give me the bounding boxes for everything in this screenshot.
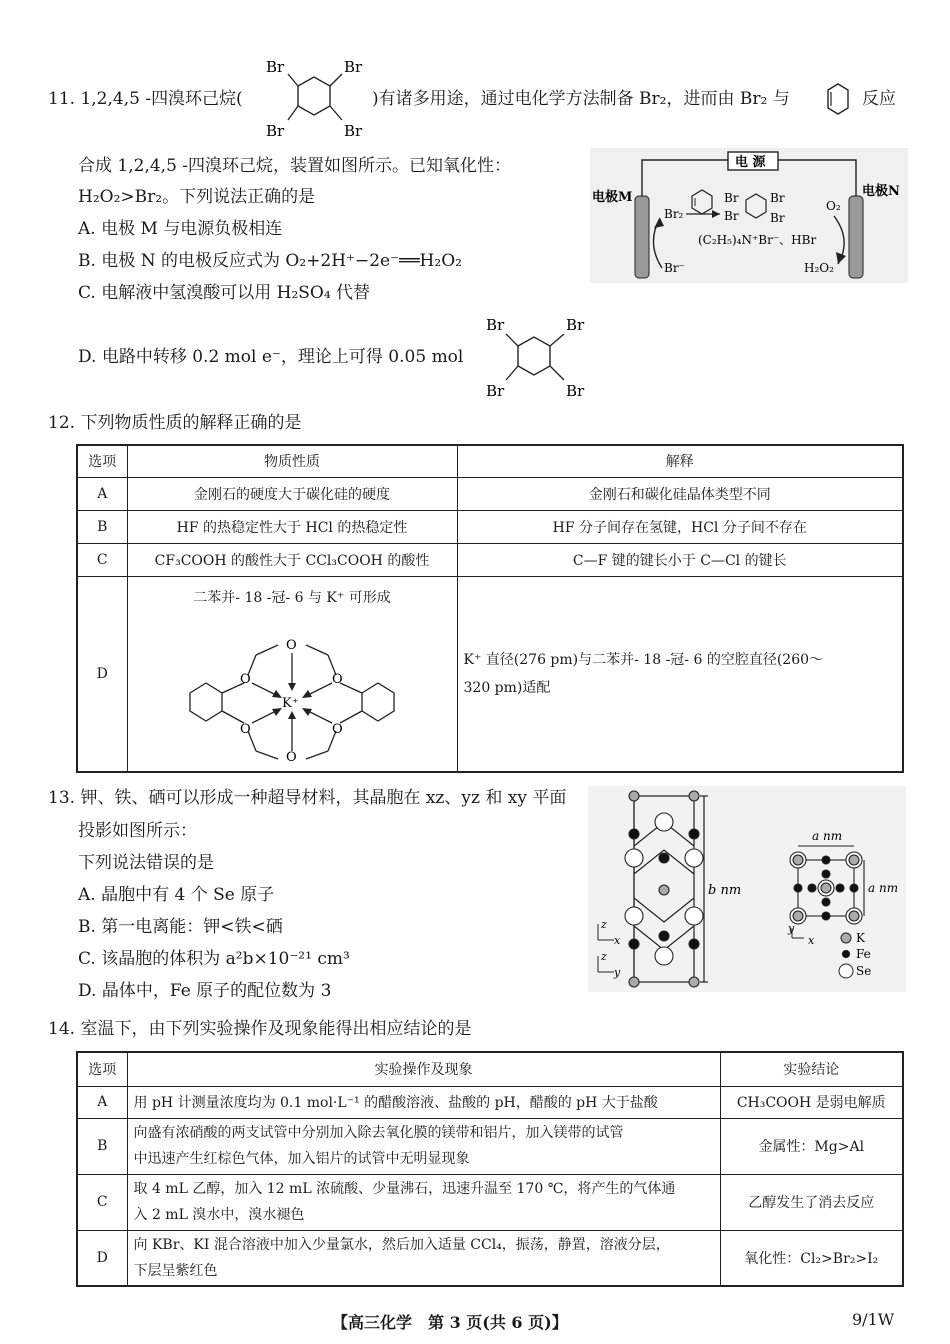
svg-text:Fe: Fe [856, 947, 871, 961]
table-header: 选项 [77, 445, 127, 477]
svg-text:O: O [332, 721, 343, 737]
q13-option-a: A. 晶胞中有 4 个 Se 原子 [78, 885, 275, 905]
br-label: Br [266, 122, 285, 140]
table-header: 实验结论 [720, 1052, 903, 1086]
br-label: Br [486, 316, 505, 334]
crown-ether-k-complex [172, 613, 412, 763]
br-label: Br [266, 58, 285, 76]
table-row: C CF₃COOH 的酸性大于 CCl₃COOH 的酸性 C—F 键的键长小于 C—Cl 的键长 [77, 543, 903, 576]
table-row: A 金刚石的硬度大于碳化硅的硬度 金刚石和碳化硅晶体类型不同 [77, 477, 903, 510]
electrode-n [849, 196, 863, 278]
table-row: C 取 4 mL 乙醇，加入 12 mL 浓硫酸、少量沸石，迅速升温至 170 ℃，将产生的气体通 入 2 mL 溴水中，溴水褪色 乙醇发生了消去反应 [77, 1174, 903, 1230]
q11-option-a: A. 电极 M 与电源负极相连 [78, 219, 283, 239]
table-header: 选项 [77, 1052, 127, 1086]
q11-stem-line3: H₂O₂>Br₂。下列说法正确的是 [78, 187, 316, 207]
q13-stem-3: 下列说法错误的是 [78, 853, 214, 873]
svg-text:b nm: b nm [708, 883, 742, 898]
svg-text:O: O [332, 671, 343, 687]
electrode-m [635, 196, 649, 278]
br-label: Br [566, 316, 585, 334]
q11-stem-a: 11. 1,2,4,5 -四溴环己烷( [48, 89, 243, 109]
page-footer: 【高三化学 第 3 页(共 6 页)】 [332, 1313, 568, 1332]
br-label: Br [344, 58, 363, 76]
svg-text:y: y [614, 966, 621, 979]
table-row: D 向 KBr、KI 混合溶液中加入少量氯水，然后加入适量 CCl₄，振荡，静置，溶液分层， 下层呈紫红色 氧化性：Cl₂>Br₂>I₂ [77, 1230, 903, 1286]
svg-text:O: O [240, 671, 251, 687]
svg-text:电 源: 电 源 [735, 155, 766, 170]
br-label: Br [344, 122, 363, 140]
svg-text:Br⁻: Br⁻ [664, 261, 685, 275]
q13-option-b: B. 第一电离能：钾<铁<硒 [78, 917, 283, 937]
q13-stem-2: 投影如图所示： [78, 821, 197, 841]
svg-text:K: K [856, 931, 865, 945]
svg-text:O: O [286, 637, 297, 653]
q11-option-c: C. 电解液中氢溴酸可以用 H₂SO₄ 代替 [78, 283, 371, 303]
page-code: 9/1W [852, 1310, 895, 1329]
q13-option-d: D. 晶体中，Fe 原子的配位数为 3 [78, 981, 332, 1001]
q14-stem: 14. 室温下，由下列实验操作及现象能得出相应结论的是 [48, 1019, 472, 1039]
table-row: B HF 的热稳定性大于 HCl 的热稳定性 HF 分子间存在氢键，HCl 分子间不存在 [77, 510, 903, 543]
svg-text:a nm: a nm [868, 881, 899, 895]
table-row: B 向盛有浓硝酸的两支试管中分别加入除去氧化膜的镁带和铝片，加入镁带的试管 中迅速产生红棕色气体，加入铝片的试管中无明显现象 金属性：Mg>Al [77, 1118, 903, 1174]
q12-stem: 12. 下列物质性质的解释正确的是 [48, 413, 302, 433]
svg-text:Br: Br [770, 211, 785, 225]
table-header: 解释 [457, 445, 903, 477]
tetrabromocyclohexane-structure [262, 54, 372, 142]
cyclohexene-structure [820, 82, 856, 116]
table-row: D 二苯并- 18 -冠- 6 与 K⁺ 可形成 O O O O O O K⁺ K⁺ 直径(276 pm)与二苯并- 18 -冠- 6 的空腔直径(260～ 320 pm)适配 [77, 576, 903, 772]
br-label: Br [566, 382, 585, 400]
svg-text:电极N: 电极N [862, 184, 900, 199]
svg-text:K⁺: K⁺ [282, 695, 299, 711]
q11-option-b: B. 电极 N 的电极反应式为 O₂+2H⁺−2e⁻══H₂O₂ [78, 251, 462, 271]
br-label: Br [486, 382, 505, 400]
table-header: 实验操作及现象 [127, 1052, 720, 1086]
crystal-cell-projections [588, 786, 906, 992]
svg-text:z: z [601, 950, 607, 963]
table-row: A 用 pH 计测量浓度均为 0.1 mol·L⁻¹ 的醋酸溶液、盐酸的 pH，醋酸的 pH 大于盐酸 CH₃COOH 是弱电解质 [77, 1086, 903, 1118]
svg-text:O₂: O₂ [826, 199, 841, 213]
svg-text:Br: Br [770, 191, 785, 205]
tetrabromocyclohexane-structure [482, 312, 592, 402]
q13-option-c: C. 该晶胞的体积为 a²b×10⁻²¹ cm³ [78, 949, 350, 969]
q11-stem-line2: 合成 1,2,4,5 -四溴环己烷，装置如图所示。已知氧化性： [78, 156, 512, 176]
svg-text:Br₂: Br₂ [664, 207, 684, 221]
svg-text:x: x [808, 934, 815, 947]
table-header-row [77, 445, 903, 477]
q12-table [76, 444, 904, 773]
svg-text:y: y [788, 922, 795, 935]
q11-stem-b: )有诸多用途，通过电化学方法制备 Br₂，进而由 Br₂ 与 [372, 89, 790, 109]
crown-ether-caption: 二苯并- 18 -冠- 6 与 K⁺ 可形成 [193, 589, 391, 606]
svg-text:Br: Br [724, 209, 739, 223]
svg-text:电极M: 电极M [592, 190, 633, 205]
q14-table [76, 1051, 904, 1287]
svg-text:z: z [601, 918, 607, 931]
q13-stem-1: 13. 钾、铁、硒可以形成一种超导材料，其晶胞在 xz、yz 和 xy 平面 [48, 788, 567, 808]
electrolysis-apparatus [590, 148, 908, 283]
q11-stem-c: 反应 [862, 89, 896, 109]
svg-text:Se: Se [856, 964, 872, 978]
svg-text:O: O [286, 749, 297, 763]
svg-text:H₂O₂: H₂O₂ [804, 261, 834, 275]
table-header-row [77, 1052, 903, 1086]
svg-text:O: O [240, 721, 251, 737]
q11-option-d: D. 电路中转移 0.2 mol e⁻，理论上可得 0.05 mol [78, 347, 464, 367]
svg-text:a nm: a nm [812, 829, 843, 843]
table-header: 物质性质 [127, 445, 457, 477]
svg-text:Br: Br [724, 191, 739, 205]
svg-text:x: x [614, 934, 621, 947]
svg-text:(C₂H₅)₄N⁺Br⁻、HBr: (C₂H₅)₄N⁺Br⁻、HBr [698, 233, 817, 247]
